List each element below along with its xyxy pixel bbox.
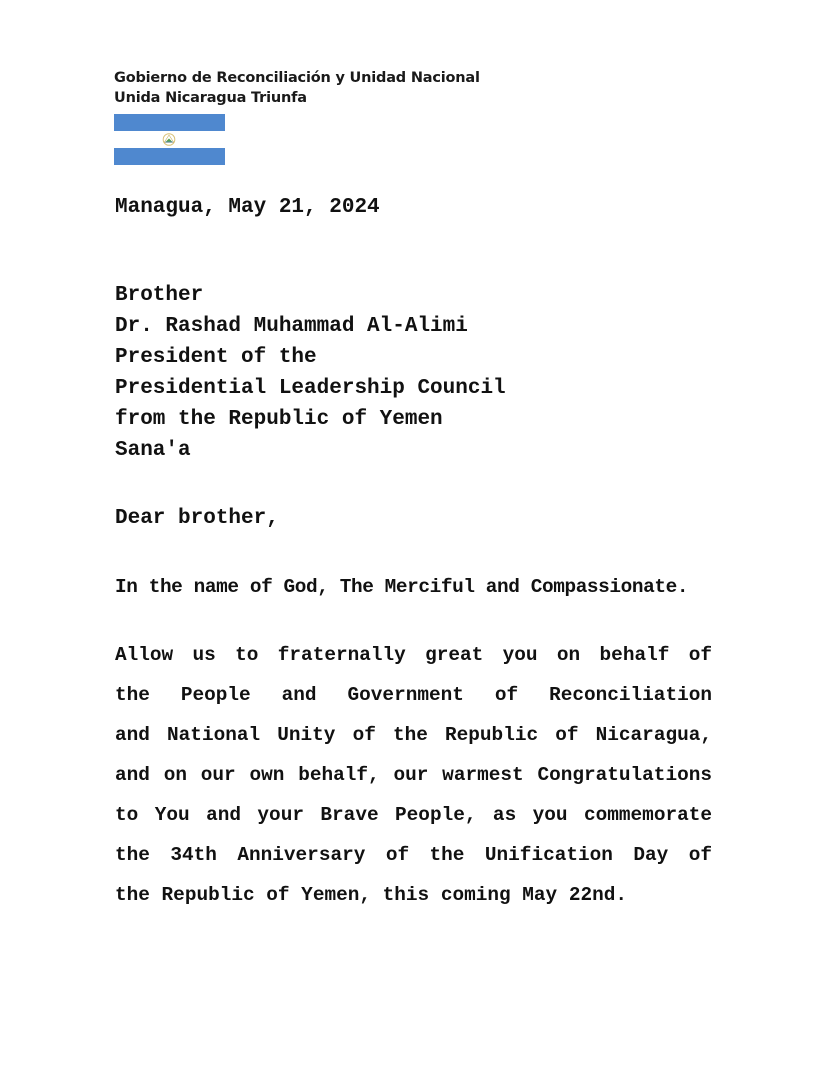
body-line: the People and Government of Reconciliation — [115, 684, 712, 706]
recipient-line: Dr. Rashad Muhammad Al-Alimi — [115, 315, 468, 338]
flag-bottom-band — [114, 148, 225, 165]
body-line: the Republic of Yemen, this coming May 22nd. — [115, 884, 627, 906]
recipient-line: President of the — [115, 346, 317, 369]
header-slogan: Unida Nicaragua Triunfa — [114, 90, 307, 106]
header-government-name: Gobierno de Reconciliación y Unidad Nacional — [114, 70, 480, 86]
invocation: In the name of God, The Merciful and Compassionate. — [115, 576, 689, 598]
recipient-line: from the Republic of Yemen — [115, 408, 443, 431]
body-line: Allow us to fraternally great you on behalf of — [115, 644, 712, 666]
letter-body-paragraph — [115, 635, 712, 915]
recipient-line: Brother — [115, 284, 204, 307]
flag-top-band — [114, 114, 225, 131]
body-line: and National Unity of the Republic of Nicaragua, — [115, 724, 712, 746]
salutation: Dear brother, — [115, 507, 279, 530]
body-line: the 34th Anniversary of the Unification Day of — [115, 844, 712, 866]
flag-middle-band — [114, 131, 225, 148]
body-line: to You and your Brave People, as you commemorate — [115, 804, 712, 826]
recipient-line: Sana'a — [115, 439, 191, 462]
nicaragua-flag-icon — [114, 114, 225, 165]
recipient-line: Presidential Leadership Council — [115, 377, 506, 400]
date-line: Managua, May 21, 2024 — [115, 196, 380, 219]
recipient-block — [115, 280, 506, 466]
body-line: and on our own behalf, our warmest Congratulations — [115, 764, 712, 786]
coat-of-arms-icon — [161, 133, 177, 146]
